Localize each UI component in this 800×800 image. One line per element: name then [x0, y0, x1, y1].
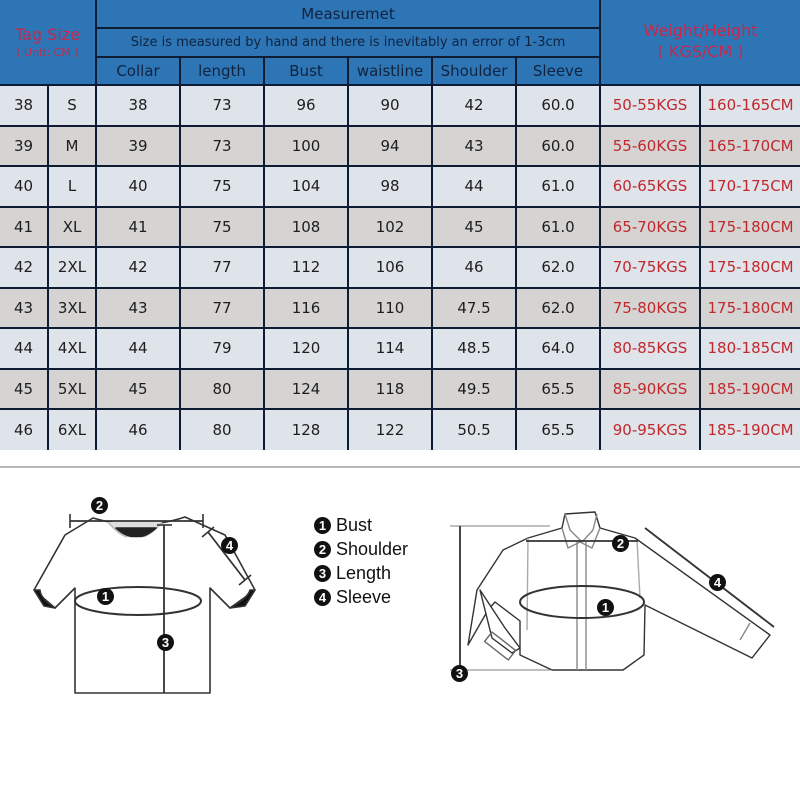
weight-cell: 90-95KGS	[600, 409, 700, 450]
table-row	[0, 369, 800, 410]
shoulder-cell: 48.5	[432, 328, 516, 369]
collar-cell: 40	[96, 166, 180, 207]
tag-number-cell: 39	[0, 126, 48, 167]
collar-cell: 42	[96, 247, 180, 288]
height-cell: 185-190CM	[700, 409, 800, 450]
waistline-cell: 106	[348, 247, 432, 288]
size-label-cell: 5XL	[48, 369, 96, 410]
length-cell: 77	[180, 288, 264, 329]
tag-size-header	[0, 0, 96, 85]
tag-number-cell: 40	[0, 166, 48, 207]
column-header-collar: Collar	[96, 57, 180, 85]
bust-cell: 96	[264, 85, 348, 126]
tshirt-bust-marker: 1	[97, 588, 114, 605]
shoulder-cell: 50.5	[432, 409, 516, 450]
waistline-cell: 90	[348, 85, 432, 126]
length-cell: 75	[180, 166, 264, 207]
size-label-cell: S	[48, 85, 96, 126]
table-row	[0, 247, 800, 288]
height-cell: 160-165CM	[700, 85, 800, 126]
weight-height-unit: ( KGS/CM )	[657, 42, 744, 61]
height-cell: 175-180CM	[700, 247, 800, 288]
sleeve-cell: 65.5	[516, 409, 600, 450]
tag-number-cell: 38	[0, 85, 48, 126]
column-header-sleeve: Sleeve	[516, 57, 600, 85]
legend-item-sleeve	[314, 585, 408, 609]
tag-size-label: Tag Size	[15, 24, 81, 44]
size-label-cell: 6XL	[48, 409, 96, 450]
shoulder-cell: 45	[432, 207, 516, 248]
height-cell: 185-190CM	[700, 369, 800, 410]
size-label-cell: 2XL	[48, 247, 96, 288]
waistline-cell: 122	[348, 409, 432, 450]
shoulder-cell: 46	[432, 247, 516, 288]
table-row	[0, 409, 800, 450]
height-cell: 175-180CM	[700, 207, 800, 248]
length-cell: 75	[180, 207, 264, 248]
shoulder-cell: 44	[432, 166, 516, 207]
tshirt-sleeve-marker: 4	[221, 537, 238, 554]
bust-cell: 116	[264, 288, 348, 329]
shirt-shoulder-marker: 2	[612, 535, 629, 552]
column-header-shoulder: Shoulder	[432, 57, 516, 85]
weight-height-label: Weight/Height	[643, 21, 758, 41]
collar-cell: 41	[96, 207, 180, 248]
shoulder-cell: 42	[432, 85, 516, 126]
length-cell: 80	[180, 409, 264, 450]
tag-number-cell: 41	[0, 207, 48, 248]
weight-cell: 50-55KGS	[600, 85, 700, 126]
table-row	[0, 288, 800, 329]
legend-item-bust	[314, 513, 408, 537]
size-label-cell: L	[48, 166, 96, 207]
collar-cell: 43	[96, 288, 180, 329]
bust-cell: 112	[264, 247, 348, 288]
size-label-cell: 4XL	[48, 328, 96, 369]
table-row	[0, 166, 800, 207]
collar-cell: 46	[96, 409, 180, 450]
shoulder-cell: 47.5	[432, 288, 516, 329]
shoulder-cell: 43	[432, 126, 516, 167]
number-4-icon: 4	[314, 589, 331, 606]
collar-cell: 38	[96, 85, 180, 126]
collar-cell: 39	[96, 126, 180, 167]
table-row	[0, 328, 800, 369]
size-label-cell: M	[48, 126, 96, 167]
sleeve-cell: 61.0	[516, 166, 600, 207]
sleeve-cell: 64.0	[516, 328, 600, 369]
sleeve-cell: 62.0	[516, 247, 600, 288]
bust-cell: 124	[264, 369, 348, 410]
legend-item-shoulder	[314, 537, 408, 561]
legend-label: Sleeve	[336, 586, 392, 607]
collar-cell: 45	[96, 369, 180, 410]
tag-number-cell: 45	[0, 369, 48, 410]
legend-label: Length	[336, 562, 392, 583]
tag-number-cell: 44	[0, 328, 48, 369]
tshirt-diagram	[20, 480, 280, 730]
number-3-icon: 3	[314, 565, 331, 582]
table-row	[0, 126, 800, 167]
shirt-bust-marker: 1	[597, 599, 614, 616]
weight-cell: 70-75KGS	[600, 247, 700, 288]
weight-cell: 60-65KGS	[600, 166, 700, 207]
sleeve-cell: 60.0	[516, 126, 600, 167]
bust-cell: 120	[264, 328, 348, 369]
tshirt-length-marker: 3	[157, 634, 174, 651]
length-cell: 73	[180, 85, 264, 126]
bust-cell: 100	[264, 126, 348, 167]
measurement-note: Size is measured by hand and there is inevitably an error of 1-3cm	[96, 28, 600, 57]
shirt-sleeve-marker: 4	[709, 574, 726, 591]
length-cell: 73	[180, 126, 264, 167]
column-header-length: length	[180, 57, 264, 85]
bust-cell: 104	[264, 166, 348, 207]
sleeve-cell: 65.5	[516, 369, 600, 410]
length-cell: 79	[180, 328, 264, 369]
tag-number-cell: 46	[0, 409, 48, 450]
shoulder-cell: 49.5	[432, 369, 516, 410]
weight-cell: 55-60KGS	[600, 126, 700, 167]
weight-height-header	[600, 0, 800, 85]
waistline-cell: 94	[348, 126, 432, 167]
sleeve-cell: 61.0	[516, 207, 600, 248]
tag-number-cell: 43	[0, 288, 48, 329]
dress-shirt-diagram	[440, 490, 800, 730]
weight-cell: 75-80KGS	[600, 288, 700, 329]
column-header-bust: Bust	[264, 57, 348, 85]
tag-size-unit: ( Unit: CM )	[16, 46, 79, 59]
legend-item-length	[314, 561, 408, 585]
legend-label: Bust	[336, 514, 373, 535]
waistline-cell: 102	[348, 207, 432, 248]
number-2-icon: 2	[314, 541, 331, 558]
section-divider	[0, 466, 800, 468]
tag-number-cell: 42	[0, 247, 48, 288]
tshirt-shoulder-marker: 2	[91, 497, 108, 514]
weight-cell: 85-90KGS	[600, 369, 700, 410]
legend-label: Shoulder	[336, 538, 409, 559]
measurement-legend	[314, 513, 408, 609]
weight-cell: 65-70KGS	[600, 207, 700, 248]
bust-cell: 128	[264, 409, 348, 450]
table-row	[0, 207, 800, 248]
measurement-title: Measuremet	[96, 0, 600, 28]
height-cell: 170-175CM	[700, 166, 800, 207]
table-row	[0, 85, 800, 126]
collar-cell: 44	[96, 328, 180, 369]
waistline-cell: 98	[348, 166, 432, 207]
length-cell: 77	[180, 247, 264, 288]
height-cell: 165-170CM	[700, 126, 800, 167]
size-label-cell: XL	[48, 207, 96, 248]
length-cell: 80	[180, 369, 264, 410]
waistline-cell: 114	[348, 328, 432, 369]
waistline-cell: 118	[348, 369, 432, 410]
bust-cell: 108	[264, 207, 348, 248]
waistline-cell: 110	[348, 288, 432, 329]
sleeve-cell: 60.0	[516, 85, 600, 126]
sleeve-cell: 62.0	[516, 288, 600, 329]
shirt-length-marker: 3	[451, 665, 468, 682]
number-1-icon: 1	[314, 517, 331, 534]
height-cell: 180-185CM	[700, 328, 800, 369]
size-label-cell: 3XL	[48, 288, 96, 329]
height-cell: 175-180CM	[700, 288, 800, 329]
column-header-waistline: waistline	[348, 57, 432, 85]
weight-cell: 80-85KGS	[600, 328, 700, 369]
